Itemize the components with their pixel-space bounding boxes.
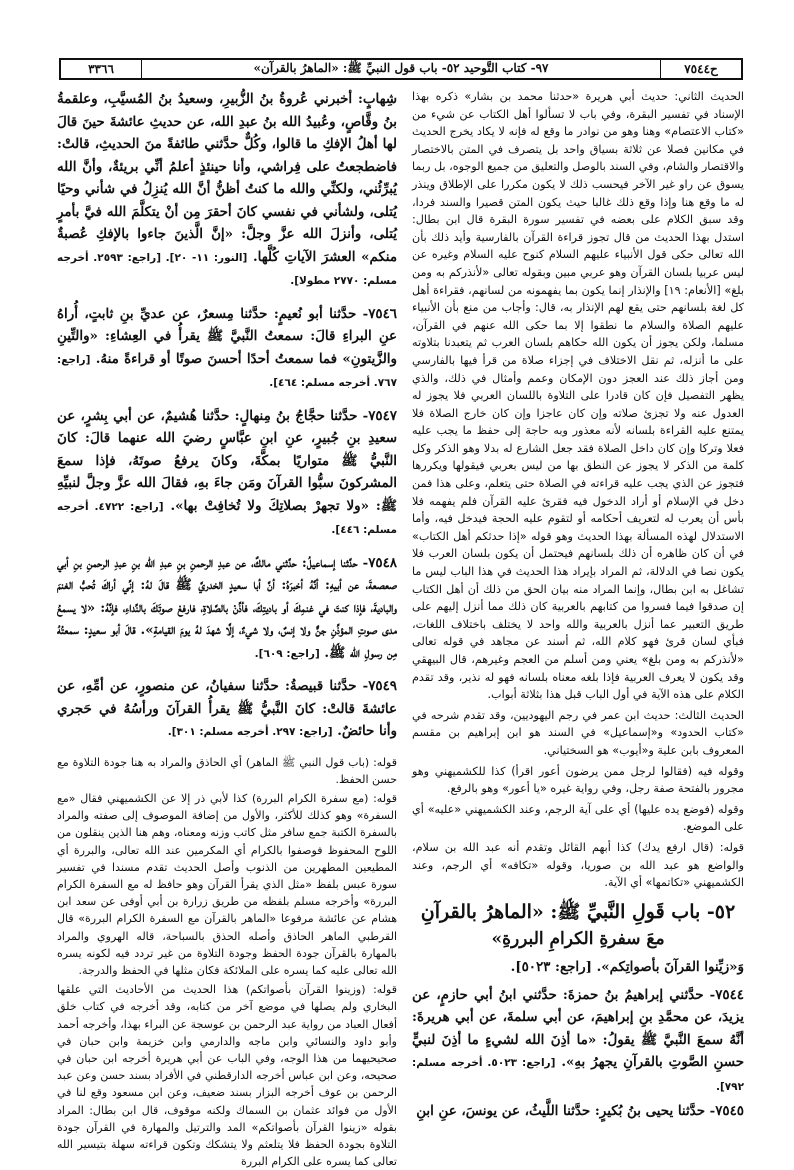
chapter-heading: ٥٢- باب قَولِ النَّبيِّ ﷺ: «الماهرُ بالقرآنِ	[420, 900, 736, 923]
hadith-ifk-ref: [النور: ١١- ٢٠]. [راجع: ٢٥٩٣. أخرجه مسلم: ٢٧٧٠ مطولا].	[57, 251, 397, 287]
hadith-7547-ref: [راجع: ٤٧٢٢. أخرجه مسلم: ٤٤٦].	[57, 500, 397, 536]
hadith-7547-text: ٧٥٤٧- حدَّثنا حجَّاجُ بنُ مِنهالٍ: حدَّثنا هُشيمٌ، عن أبي بِشرٍ، عن سعيدِ بنِ جُبيرٍ، عنِ ابنِ عبَّاسٍ رضيَ الله عنهما قالَ: كانَ النَّبيُّ ﷺ متواريًا بمكَّةَ، وكانَ يرفعُ صوتَهُ، فإذا سمعَ المشركونَ سبُّوا القرآنَ ومَن جاءَ بهِ، فقالَ الله عزَّ وجلَّ لنبيِّهِ ﷺ: «ولا تجهرْ بصلاتِكَ ولا تُخافِتْ بها».	[57, 407, 397, 514]
hadith-7544-ref: [راجع: ٥٠٢٣. أخرجه مسلم: ٧٩٢].	[412, 1057, 744, 1093]
header-hadith-number: ح٧٥٤٤	[660, 60, 741, 78]
chapter-heading-continued: معَ سفرةِ الكرامِ البررةِ»	[491, 928, 665, 949]
right-column-commentary	[412, 88, 745, 1120]
commentary-irfa: قوله: (قال ارفع يدك) كذا أبهم القائل وتقدم أنه عبد الله بن سلام، والواضع هو عبد الله بن صوريا، وقوله «تكافه» أي الرجم، وعند الكشميهني «تكاتمها» أي الآية.	[412, 840, 744, 890]
commentary-awar: وقوله فيه (فقالوا لرجل ممن يرضون أعور اقرأ) كذا للكشميهني وهو مجرور بالفتحة صفة رجل، وفي رواية غيره «يا أعور» وهو بالرفع.	[412, 764, 744, 796]
header-page-number: ٣٣٦٦	[61, 60, 142, 78]
hadith-7548-text: ٧٥٤٨- حدَّثنا إسماعيلُ: حدَّثني مالكٌ، عن عبدِ الرحمنِ بنِ عبدِ الله بنِ عبدِ الرحمنِ بنِ أبي صعصعةَ، عن أبيهِ: أنَّهُ أخبرَهُ: أنَّ أبا سعيدٍ الخدريَّ ﷺ قالَ لهُ: إنِّي أراكَ تُحبُّ الغنمَ والباديةَ، فإذا كنتَ في غنمِكَ أو باديتِكَ، فأذِّنْ بالصَّلاةِ، فارفعْ صوتَكَ بالنِّداءِ، فإنَّهُ: «لا يسمعُ مدى صوتِ المؤذِّنِ جنٌّ ولا إنسٌ، ولا شيءٌ، إلَّا شهدَ لهُ يومَ القيامةِ». قالَ أبو سعيدٍ: سمعتُهُ مِن رسولِ الله ﷺ.	[57, 554, 397, 661]
running-header	[59, 58, 743, 80]
commentary-yadahu: وقوله (فوضع يده عليها) أي على آية الرجم، وعند الكشميهني «عليه» أي على الموضع.	[412, 802, 744, 834]
hadith-7545	[412, 1100, 744, 1123]
hadith-7545-text: ٧٥٤٥- حدَّثنا يحيى بنُ بُكيرٍ: حدَّثنا اللَّيثُ، عن يونسَ، عنِ ابنِ	[416, 1103, 744, 1120]
hadith-7546-text: ٧٥٤٦- حدَّثنا أبو نُعيمٍ: حدَّثنا مِسعرٌ، عن عديِّ بنِ ثابتٍ، أُراهُ عنِ البراءِ قالَ: سمعتُ النَّبيَّ ﷺ يقرأُ في العِشاءِ: «والتِّينِ والزَّيتونِ» فما سمعتُ أحدًا أحسنَ صوتًا أو قراءةً منهُ.	[57, 305, 397, 367]
hadith-ifk-text: شِهابٍ: أخبرني عُروةُ بنُ الزُّبيرِ، وسعيدُ بنُ المُسيَّبِ، وعلقمةُ بنُ وقَّاصٍ، وعُبيدُ الله بنُ عبدِ الله، عن حديثِ عائشةَ حينَ قالَ لها أهلُ الإفكِ ما قالوا، وكُلٌّ حدَّثني طائفةً منَ الحديثِ، قالتْ: فاضطجعتُ على فِراشي، وأنا حينئذٍ أعلمُ أنِّي بريئةٌ، وأنَّ الله يُبرِّئُني، ولكنِّي والله ما كنتُ أظنُّ أنَّ الله يُنزِلُ في شأني وحيًا يُتلى، ولشأني في نفسي كانَ أحقرَ مِن أنْ يتكلَّمَ الله فيَّ بأمرٍ يُتلى، وأنزلَ الله عزَّ وجلَّ: «إنَّ الَّذينَ جاءوا بالإفكِ عُصبةٌ منكم» العشرَ الآياتِ كُلَّها.	[57, 91, 398, 265]
left-column-matn	[57, 88, 398, 1169]
commentary-hadith-three: الحديث الثالث: حديث ابن عمر في رجم اليهوديين، وقد تقدم شرحه في «كتاب الحدود» و«إسماعيل» في السند هو ابن إبراهيم بن مقسم المعروف بابن علية و«أيوب» هو السختياني.	[412, 708, 744, 757]
hadith-7549-text: ٧٥٤٩- حدَّثنا قبيصةُ: حدَّثنا سفيانُ، عن منصورٍ، عن أمِّهِ، عن عائشةَ قالتْ: كانَ النَّبيُّ ﷺ يقرأُ القرآنَ ورأسُهُ في حَجري وأنا حائضٌ.	[57, 678, 397, 739]
hadith-7547	[57, 405, 397, 542]
commentary-safara: قوله: (مع سفرة الكرام البررة) كذا لأبي ذر إلا عن الكشميهني فقال «مع السفرة» وهو كذلك للأكثر، والأول من إضافة الموصوف إلى صفته والمراد بالسفرة الكتبة جمع سافر مثل كاتب وزنه ومعناه، وهم هنا الذين ينقلون من اللوح المحفوظ فوصفوا بالكرام أي المكرمين عند الله تعالى، والبررة أي المطيعين المطهرين من الذنوب وأصل الحديث تقدم مسندا في تفسير سورة عبس بلفظ «مثل الذي يقرأ القرآن وهو حافظ له مع السفرة الكرام البررة» وأخرجه مسلم بلفظه من طريق زرارة بن أبي أوفى عن سعد ابن هشام عن عائشة مرفوعا «الماهر بالقرآن مع السفرة الكرام البررة» قال القرطبي الماهر الحاذق وأصله الحذق بالسباحة، قاله الهروي والمراد بالمهارة بالقرآن جودة الحفظ وجودة التلاوة من غير تردد فيه لكونه يسره الله تعالى عليه كما يسره على الملائكة فكان مثلها في الحفظ والدرجة.	[57, 791, 397, 977]
hadith-ifk	[57, 88, 397, 293]
hadith-7546-ref: [راجع: ٧٦٧. أخرجه مسلم: ٤٦٤].	[57, 353, 397, 389]
hadith-7548-ref: [راجع: ٦٠٩].	[254, 647, 320, 660]
hadith-7549-ref: [راجع: ٢٩٧. أخرجه مسلم: ٣٠١].	[167, 726, 333, 738]
commentary-hadith-two: الحديث الثاني: حديث أبي هريرة «حدثنا محمد بن بشار» ذكره بهذا الإسناد في تفسير البقرة، وفي باب لا تسألوا أهل الكتاب عن شيء من «كتاب الاعتصام» وهنا وهو من نوادر ما وقع له فإنه لا يكاد يخرج الحديث في مكانين فصلا عن ثلاثة بسياق واحد بل يتصرف في المتن بالاختصار والاقتصار والشام، وفي السند بالوصل والتعليق من جميع الوجوه، بل ربما يسوق عن راو غير الآخر فيحسب ذلك لا يكون مكررا على الإطلاق وينذر له ما وقع هنا وإذا وقع ذلك غالبا حيث يكون المتن قصيرا والسند فردا، وقد سبق الكلام على بعضه في تفسير سورة البقرة قال ابن بطال: استدل بهذا الحديث من قال تجوز قراءة القرآن بالفارسية وأيد ذلك بأن الله تعالى حكى قول الأنبياء عليهم السلام كنوح عليه السلام وغيره عن ليس عربيا بلسان القرآن وهو عربي مبين وبقوله تعالى «لأنذركم به ومن بلغ» [الأنعام: ١٩] والإنذار إنما يكون بما يفهمونه من لسانهم، فقراءة أهل كل لغة بلسانهم حتى يقع لهم الإنذار به، قال: وأجاب من منع بأن الأنبياء عليهم الصلاة والسلام ما نطقوا إلا بما حكى الله عنهم في القرآن، مسلما، ولكن يجوز أن يكون الله حكاهم بلسان العرب ثم يتعبدنا بتلاوته على ما أنزله، ثم نقل الاختلاف في إجزاء صلاة من قرأ فيها بالفارسي ومن أجاز ذلك عند العجز دون الإمكان وعمم وأمثال في ذلك، والذي يظهر التفصيل فإن كان قادرا على التلاوة باللسان العربي فلا يجوز له العدول عنه ولا تجزئ صلاته وإن كان عاجزا وإن كان خارج الصلاة فلا يمتنع عليه القراءة بلسانه لأنه معذور وبه حاجة إلى حفظ ما يجب عليه فعلا وتركا وإن كان داخل الصلاة فقد جعل الشارع له بدلا وهو الذكر وكل كلمة من الذكر لا يجوز عن النطق بها من ليس بعربي فيقولها ويكررها فتجوز عن الذي يجب عليه قراءته في الصلاة حتى يتعلم، وعلى هذا فمن دخل في الإسلام أو أراد الدخول فيه فقرئ عليه القرآن فلم يفهمه فلا بأس أن يعرب له لتعريف أحكامه أو لتقوم عليه الحجة فيدخل فيه، وأما الاستدلال لهذه المسألة بهذا الحديث وهو قوله «إذا حدثكم أهل الكتاب» في أن كان ظاهره أن ذلك بلسانهم فيحتمل أن يكون بلسان العرب فلا يكون نصا في الدلالة، ثم المراد بإيراد هذا الحديث في هذا الباب ليس ما تشاغل به ابن بطال، وإنما المراد منه بيان الحق من ذلك أن أهل الكتاب إن صدقوا فيما فسروا من كتابهم بالعربية كان ذلك مما أنزل إليهم على طريق التعبير عما أنزل بالعربية والله واحد لا يختلف باختلاف اللغات، فبأي لسان قرئ فهو كلام الله، ثم أسند عن مجاهد في قوله تعالى «لأنذركم به ومن بلغ» يعني ومن أسلم من العجم وغيرهم، قال البيهقي وقد يكون لا يعرف العربية فإذا بلغه معناه بلسانه فهو له نذير، وقد تقدم الكلام على هذه الآية في أول الباب قبل هذا بثلاثة أبواب.	[412, 90, 745, 702]
commentary-zayyinu: قوله: (وزينوا القرآن بأصواتكم) هذا الحديث من الأحاديث التي علقها البخاري ولم يصلها في موضع آخر من كتابه، وقد أخرجه في كتاب خلق أفعال العباد من رواية عبد الرحمن بن عوسجة عن البراء بهذا، وأخرجه أحمد وأبو داود والنسائي وابن ماجه والدارمي وابن خزيمة وابن حبان في صحيحيهما من هذا الوجه، وفي الباب عن أبي هريرة أخرجه ابن حبان في صحيحه، وعن ابن عباس أخرجه الدارقطني في الأفراد بسند حسن وعن عبد الرحمن بن عوف أخرجه البزار بسند ضعيف، وعن ابن مسعود وقع لنا في الأول من فوائد عثمان بن السماك ولكنه موقوف، قال ابن بطال: المراد بقوله «زينوا القرآن بأصواتكم» المد والترتيل والمهارة في القرآن جودة التلاوة بجودة الحفظ فلا يتلعثم ولا يتشكك وتكون قراءته سهلة بتيسير الله تعالى كما يسره على الكرام البررة	[57, 983, 397, 1169]
hadith-7544-text: ٧٥٤٤- حدَّثني إبراهيمُ بنُ حمزةَ: حدَّثني ابنُ أبي حازمٍ، عن يزيدَ، عن محمَّدِ بنِ إبراهيمَ، عن أبي سلمةَ، عن أبي هريرةَ: أنَّهُ سمعَ النَّبيَّ ﷺ يقولُ: «ما أذِنَ الله لشيءٍ ما أذِنَ لنبيٍّ حسنِ الصَّوتِ بالقرآنِ يجهرُ بهِ».	[412, 986, 744, 1071]
hadith-7544	[412, 984, 744, 1099]
hadith-7548	[57, 552, 397, 666]
header-chapter-title: ٩٧- كتاب التَّوحيد ٥٢- باب قول النبيِّ ﷺ: «الماهرُ بالقرآن»	[253, 60, 549, 75]
hadith-7549	[57, 675, 397, 744]
hadith-7546	[57, 303, 397, 395]
chapter-note: وَ«زيِّنوا القرآنَ بأصواتِكم». [راجع: ٥٠٢٣].	[510, 958, 744, 975]
commentary-mahir: قوله: (باب قول النبي ﷺ الماهر) أي الحاذق والمراد به هنا جودة التلاوة مع حسن الحفظ.	[57, 755, 397, 786]
